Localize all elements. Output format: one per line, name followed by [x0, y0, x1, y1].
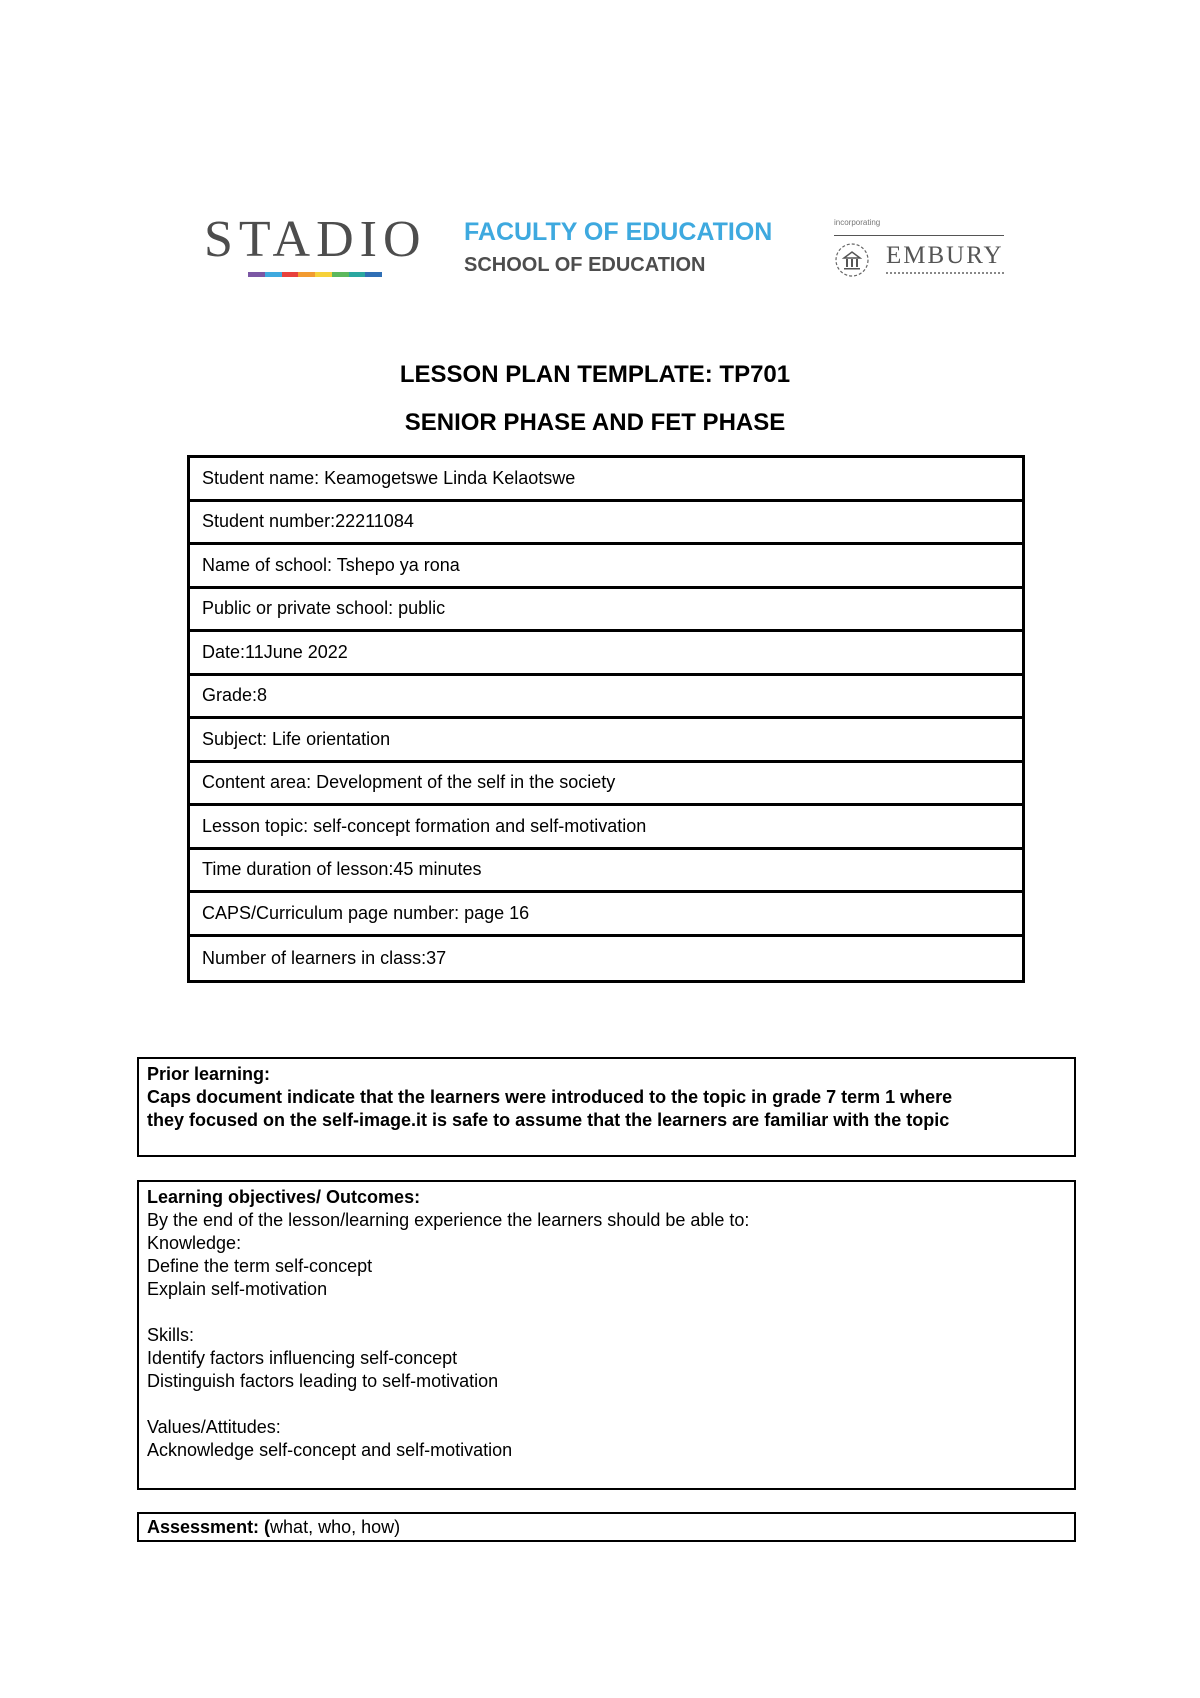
- knowledge-item: Define the term self-concept: [147, 1256, 373, 1276]
- embury-name: EMBURY: [886, 242, 1004, 269]
- info-row-duration: Time duration of lesson:45 minutes: [190, 850, 1022, 894]
- info-row-learner-count: Number of learners in class:37: [202, 947, 447, 968]
- objectives-intro: By the end of the lesson/learning experience the learners should be able to:: [147, 1210, 750, 1230]
- knowledge-label: Knowledge:: [147, 1233, 242, 1253]
- info-row-lesson-topic: Lesson topic: self-concept formation and self-motivation: [190, 806, 1022, 850]
- values-item: Acknowledge self-concept and self-motivation: [147, 1440, 513, 1460]
- info-row-content-area: Content area: Development of the self in the society: [190, 763, 1022, 807]
- stadio-bar-segment: [282, 272, 299, 277]
- info-row-student-name: Student name: Keamogetswe Linda Kelaotswe: [190, 458, 1022, 502]
- info-row-school-name: Name of school: Tshepo ya rona: [190, 545, 1022, 589]
- embury-tagline-decoration: [886, 272, 1004, 277]
- student-info-table: [187, 455, 1025, 983]
- faculty-title: FACULTY OF EDUCATION: [464, 218, 773, 246]
- embury-divider: [834, 235, 1004, 236]
- school-title: SCHOOL OF EDUCATION: [464, 254, 706, 276]
- stadio-color-bar: [248, 272, 382, 277]
- stadio-logo: [204, 212, 426, 280]
- prior-learning-box: [137, 1057, 1076, 1157]
- prior-learning-heading: Prior learning:: [147, 1064, 271, 1084]
- assessment-box: [137, 1512, 1076, 1542]
- spacer: [147, 1301, 1066, 1324]
- info-row-date: Date:11June 2022: [190, 632, 1022, 676]
- embury-logo: [834, 218, 1004, 282]
- stadio-logo-text: STADIO: [204, 211, 427, 268]
- stadio-bar-segment: [315, 272, 332, 277]
- knowledge-item: Explain self-motivation: [147, 1279, 328, 1299]
- stadio-bar-segment: [248, 272, 265, 277]
- faculty-header: [464, 217, 804, 277]
- values-label: Values/Attitudes:: [147, 1417, 281, 1437]
- stadio-bar-segment: [265, 272, 282, 277]
- objectives-heading: Learning objectives/ Outcomes:: [147, 1187, 421, 1207]
- assessment-label: Assessment: (: [147, 1517, 271, 1537]
- skills-label: Skills:: [147, 1325, 195, 1345]
- stadio-bar-segment: [332, 272, 349, 277]
- info-row-student-number: Student number:22211084: [190, 502, 1022, 546]
- skills-item: Distinguish factors leading to self-motivation: [147, 1371, 499, 1391]
- document-title: LESSON PLAN TEMPLATE: TP701: [399, 361, 791, 388]
- skills-item: Identify factors influencing self-concept: [147, 1348, 458, 1368]
- info-row-school-type: Public or private school: public: [190, 589, 1022, 633]
- spacer: [147, 1393, 1066, 1416]
- info-row-subject: Subject: Life orientation: [190, 719, 1022, 763]
- embury-seal-icon: [834, 242, 870, 278]
- prior-learning-text-1: Caps document indicate that the learners were introduced to the topic in grade 7 term 1 where: [147, 1087, 953, 1107]
- stadio-bar-segment: [298, 272, 315, 277]
- info-row-grade: Grade:8: [190, 676, 1022, 720]
- embury-prefix: incorporating: [834, 218, 881, 227]
- prior-learning-text-2: they focused on the self-image.it is safe to assume that the learners are familiar with the topic: [147, 1110, 950, 1130]
- learning-objectives-box: [137, 1180, 1076, 1490]
- document-subtitle: SENIOR PHASE AND FET PHASE: [404, 409, 786, 436]
- stadio-bar-segment: [349, 272, 366, 277]
- stadio-bar-segment: [365, 272, 382, 277]
- info-row-caps-page: CAPS/Curriculum page number: page 16: [190, 893, 1022, 937]
- assessment-detail: what, who, how): [270, 1517, 401, 1537]
